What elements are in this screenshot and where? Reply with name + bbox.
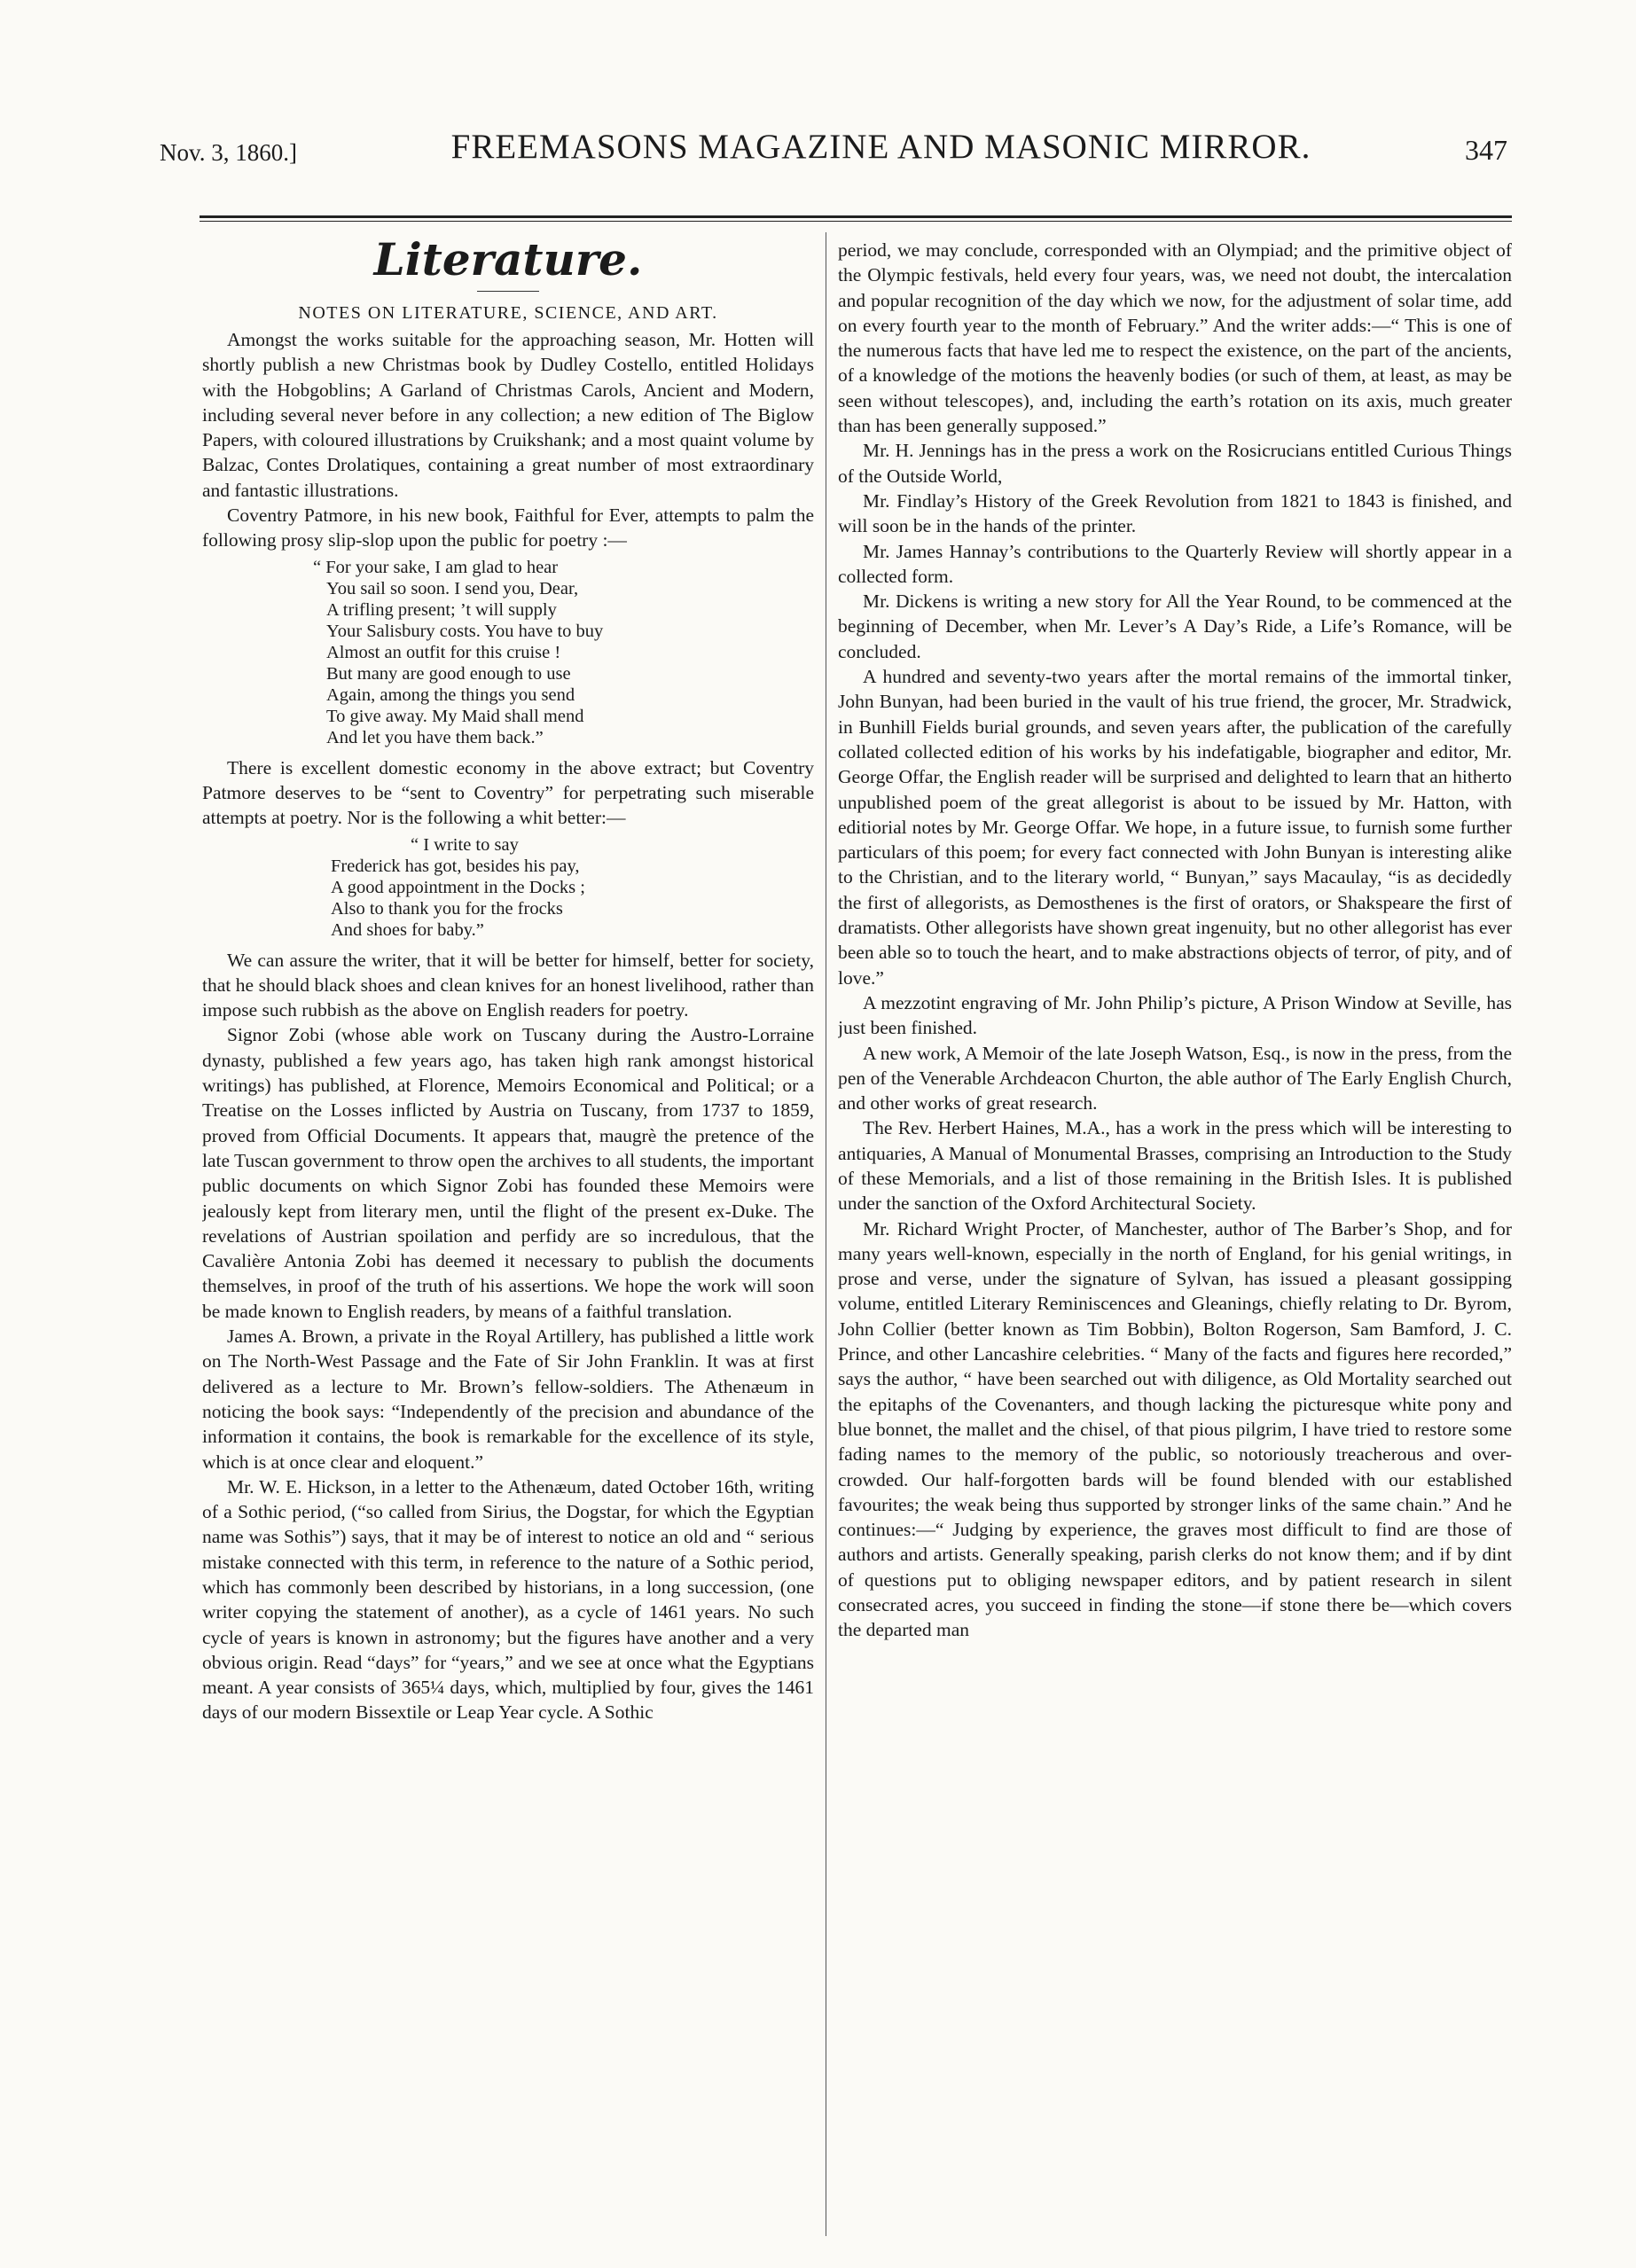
poem-line: Almost an outfit for this cruise ! (326, 642, 561, 662)
paragraph: A hundred and seventy-two years after the mortal remains of the immortal tinker, John Bunyan, had been buried in the vault of his true friend, the grocer, Mr. Stradwick, in Bunhill Fields burial grounds, and seven years after, the publication of the carefully collated collected edition of his works by his indefatigable, biographer and editor, Mr. George Offar, the English reader will be surprised and delighted to learn that an hitherto unpublished poem of the great allegorist is about to be issued by Mr. Hatton, with editiorial notes by Mr. George Offar. We hope, in a future issue, to furnish some further particulars of this poem; for every fact connected with John Bunyan is interesting alike to the Christian, and to the literary world, “ Bunyan,” says Macaulay, “is as decidedly the first of allegorists, as Demosthenes is the first of orators, or Shakspeare the first of dramatists. Other allegorists have shown great ingenuity, but no other allegorist has ever been able so to touch the heart, and to make abstractions objects of terror, of pity, and of love.” (838, 666, 1512, 989)
paragraph: Mr. H. Jennings has in the press a work on the Rosicrucians entitled Curious Things of the Outside World, (838, 440, 1512, 487)
issue-date: Nov. 3, 1860.] (160, 139, 297, 166)
masthead-title: FREEMASONS MAGAZINE AND MASONIC MIRROR. (450, 128, 1311, 166)
poem-line: Again, among the things you send (326, 684, 575, 705)
paragraph: There is excellent domestic economy in the above extract; but Coventry Patmore deserves to be “sent to Coventry” for perpetrating such miserable attempts at poetry. Nor is the following a whit better:— (202, 756, 814, 829)
poem-line: But many are good enough to use (326, 663, 571, 684)
paragraph: period, we may conclude, corresponded with an Olympiad; and the primitive object of the Olympic festivals, held every four years, was, we need not doubt, the intercalation and popular recognition of the day which we now, for the adjustment of solar time, add on every fourth year to the month of February.” And the writer adds:—“ This is one of the numerous facts that have led me to respect the existence, on the part of the ancients, of a knowledge of the motions the heavenly bodies (or such of them, at least, as may be seen without telescopes), and, including the earth’s rotation on its axis, much greater than has been generally supposed.” (838, 239, 1512, 437)
poem-line: You sail so soon. I send you, Dear, (326, 578, 579, 598)
poem-patmore-1 (202, 557, 814, 748)
paragraph: Mr. Findlay’s History of the Greek Revolution from 1821 to 1843 is finished, and will soon be in the hands of the printer. (838, 489, 1512, 537)
poem-line: “ For your sake, I am glad to hear (313, 557, 559, 577)
poem-line: Your Salisbury costs. You have to buy (326, 621, 604, 641)
section-title-rule (477, 291, 539, 292)
paragraph: A new work, A Memoir of the late Joseph Watson, Esq., is now in the press, from the pen of the Venerable Archdeacon Churton, the able author of The Early English Church, and other works of great research. (838, 1042, 1512, 1114)
poem-line: And shoes for baby.” (331, 919, 484, 940)
poem-line: Also to thank you for the frocks (331, 898, 563, 919)
right-column (838, 238, 1512, 2259)
header-rule-thin (200, 221, 1512, 222)
page-number: 347 (1465, 134, 1507, 166)
paragraph: Mr. Richard Wright Procter, of Manchester, author of The Barber’s Shop, and for many years well-known, especially in the north of England, for his genial writings, in prose and verse, under the signature of Sylvan, has issued a pleasant gossipping volume, entitled Literary Reminiscences and Gleanings, chiefly relating to Dr. Byrom, John Collier (better known as Tim Bobbin), Bolton Rogerson, Sam Bamford, J. C. Prince, and other Lancashire celebrities. “ Many of the facts and figures here recorded,” says the author, “ have been searched out with diligence, as Old Mortality searched out the epitaphs of the Covenanters, and though lacking the picturesque white pony and blue bonnet, the mallet and the chisel, of that pious pilgrim, I have tried to restore some fading names to the memory of the public, so notoriously treacherous and over-crowded. Our half-forgotten bards will be found blended with our established favourites; the weak being thus supported by stronger links of the same chain.” And he continues:—“ Judging by experience, the graves most difficult to find are those of authors and artists. Generally speaking, parish clerks do not know them; and if by dint of questions put to obliging newspaper editors, and by patient research in silent consecrated acres, you succeed in finding the stone—if stone there be—which covers the departed man (838, 1217, 1512, 1641)
paragraph: Signor Zobi (whose able work on Tuscany during the Austro-Lorraine dynasty, published a few years ago, has taken high rank amongst historical writings) has published, at Florence, Memoirs Economical and Political; or a Treatise on the Losses inflicted by Austria on Tuscany, from 1737 to 1859, proved from Official Documents. It appears that, maugrè the pretence of the late Tuscan government to throw open the archives to all students, the important public documents on which Signor Zobi has founded these Memoirs were jealously kept from literary men, until the flight of the present ex-Duke. The revelations of Austrian spoilation and perfidy are so incredulous, that the Cavalière Antonia Zobi has deemed it necessary to publish the documents themselves, in proof of the truth of his assertions. We hope the work will soon be made known to English readers, by means of a faithful translation. (202, 1024, 814, 1322)
paragraph: Mr. Dickens is writing a new story for All the Year Round, to be commenced at the beginning of December, when Mr. Lever’s A Day’s Ride, a Life’s Romance, will be concluded. (838, 590, 1512, 662)
poem-line: Frederick has got, besides his pay, (331, 856, 580, 876)
paragraph: Coventry Patmore, in his new book, Faithful for Ever, attempts to palm the following prosy slip-slop upon the public for poetry :— (202, 504, 814, 551)
poem-line: To give away. My Maid shall mend (326, 706, 584, 726)
paragraph: James A. Brown, a private in the Royal Artillery, has published a little work on The North-West Passage and the Fate of Sir John Franklin. It was at first delivered as a lecture to Mr. Brown’s fellow-soldiers. The Athenæum in noticing the book says: “Independently of the precision and abundance of the information it contains, the book is remarkable for the excellence of its style, which is at once clear and eloquent.” (202, 1326, 814, 1473)
poem-line: A trifling present; ’t will supply (326, 599, 557, 620)
left-column (202, 232, 814, 2254)
poem-line: And let you have them back.” (326, 727, 544, 747)
header-rule-thick (200, 215, 1512, 218)
paragraph: We can assure the writer, that it will be better for himself, better for society, that he should black shoes and clean knives for an honest livelihood, rather than impose such rubbish as the above on English readers for poetry. (202, 949, 814, 1021)
poem-patmore-2 (202, 834, 814, 941)
paragraph: Mr. James Hannay’s contributions to the Quarterly Review will shortly appear in a collected form. (838, 540, 1512, 587)
paragraph: Amongst the works suitable for the approaching season, Mr. Hotten will shortly publish a new Christmas book by Dudley Costello, entitled Holidays with the Hobgoblins; A Garland of Christmas Carols, Ancient and Modern, including several never before in any collection; a new edition of The Biglow Papers, with coloured illustrations by Cruikshank; and a most quaint volume by Balzac, Contes Drolatiques, containing a great number of most extraordinary and fantastic illustrations. (202, 329, 814, 501)
paragraph: Mr. W. E. Hickson, in a letter to the Athenæum, dated October 16th, writing of a Sothic period, (“so called from Sirius, the Dogstar, for which the Egyptian name was Sothis”) says, that it may be of interest to notice an old and “ serious mistake connected with this term, in reference to the nature of a Sothic period, which has commonly been described by historians, in a long succession, (one writer copying the statement of another), as a cycle of 1461 years. No such cycle of years is known in astronomy; but the figures have another and a very obvious origin. Read “days” for “years,” and we see at once what the Egyptians meant. A year consists of 365¼ days, which, multiplied by four, gives the 1461 days of our modern Bissextile or Leap Year cycle. A Sothic (202, 1475, 814, 1724)
section-title: Literature. (373, 233, 643, 285)
poem-line: A good appointment in the Docks ; (331, 877, 585, 897)
page-header (160, 113, 1507, 167)
section-subhead: NOTES ON LITERATURE, SCIENCE, AND ART. (298, 303, 718, 323)
paragraph: A mezzotint engraving of Mr. John Philip’s picture, A Prison Window at Seville, has just been finished. (838, 991, 1512, 1039)
paragraph: The Rev. Herbert Haines, M.A., has a work in the press which will be interesting to antiquaries, A Manual of Monumental Brasses, comprising an Introduction to the Study of these Memorials, and a list of those remaining in the British Isles. It is published under the sanction of the Oxford Architectural Society. (838, 1117, 1512, 1215)
poem-line: “ I write to say (411, 834, 519, 855)
